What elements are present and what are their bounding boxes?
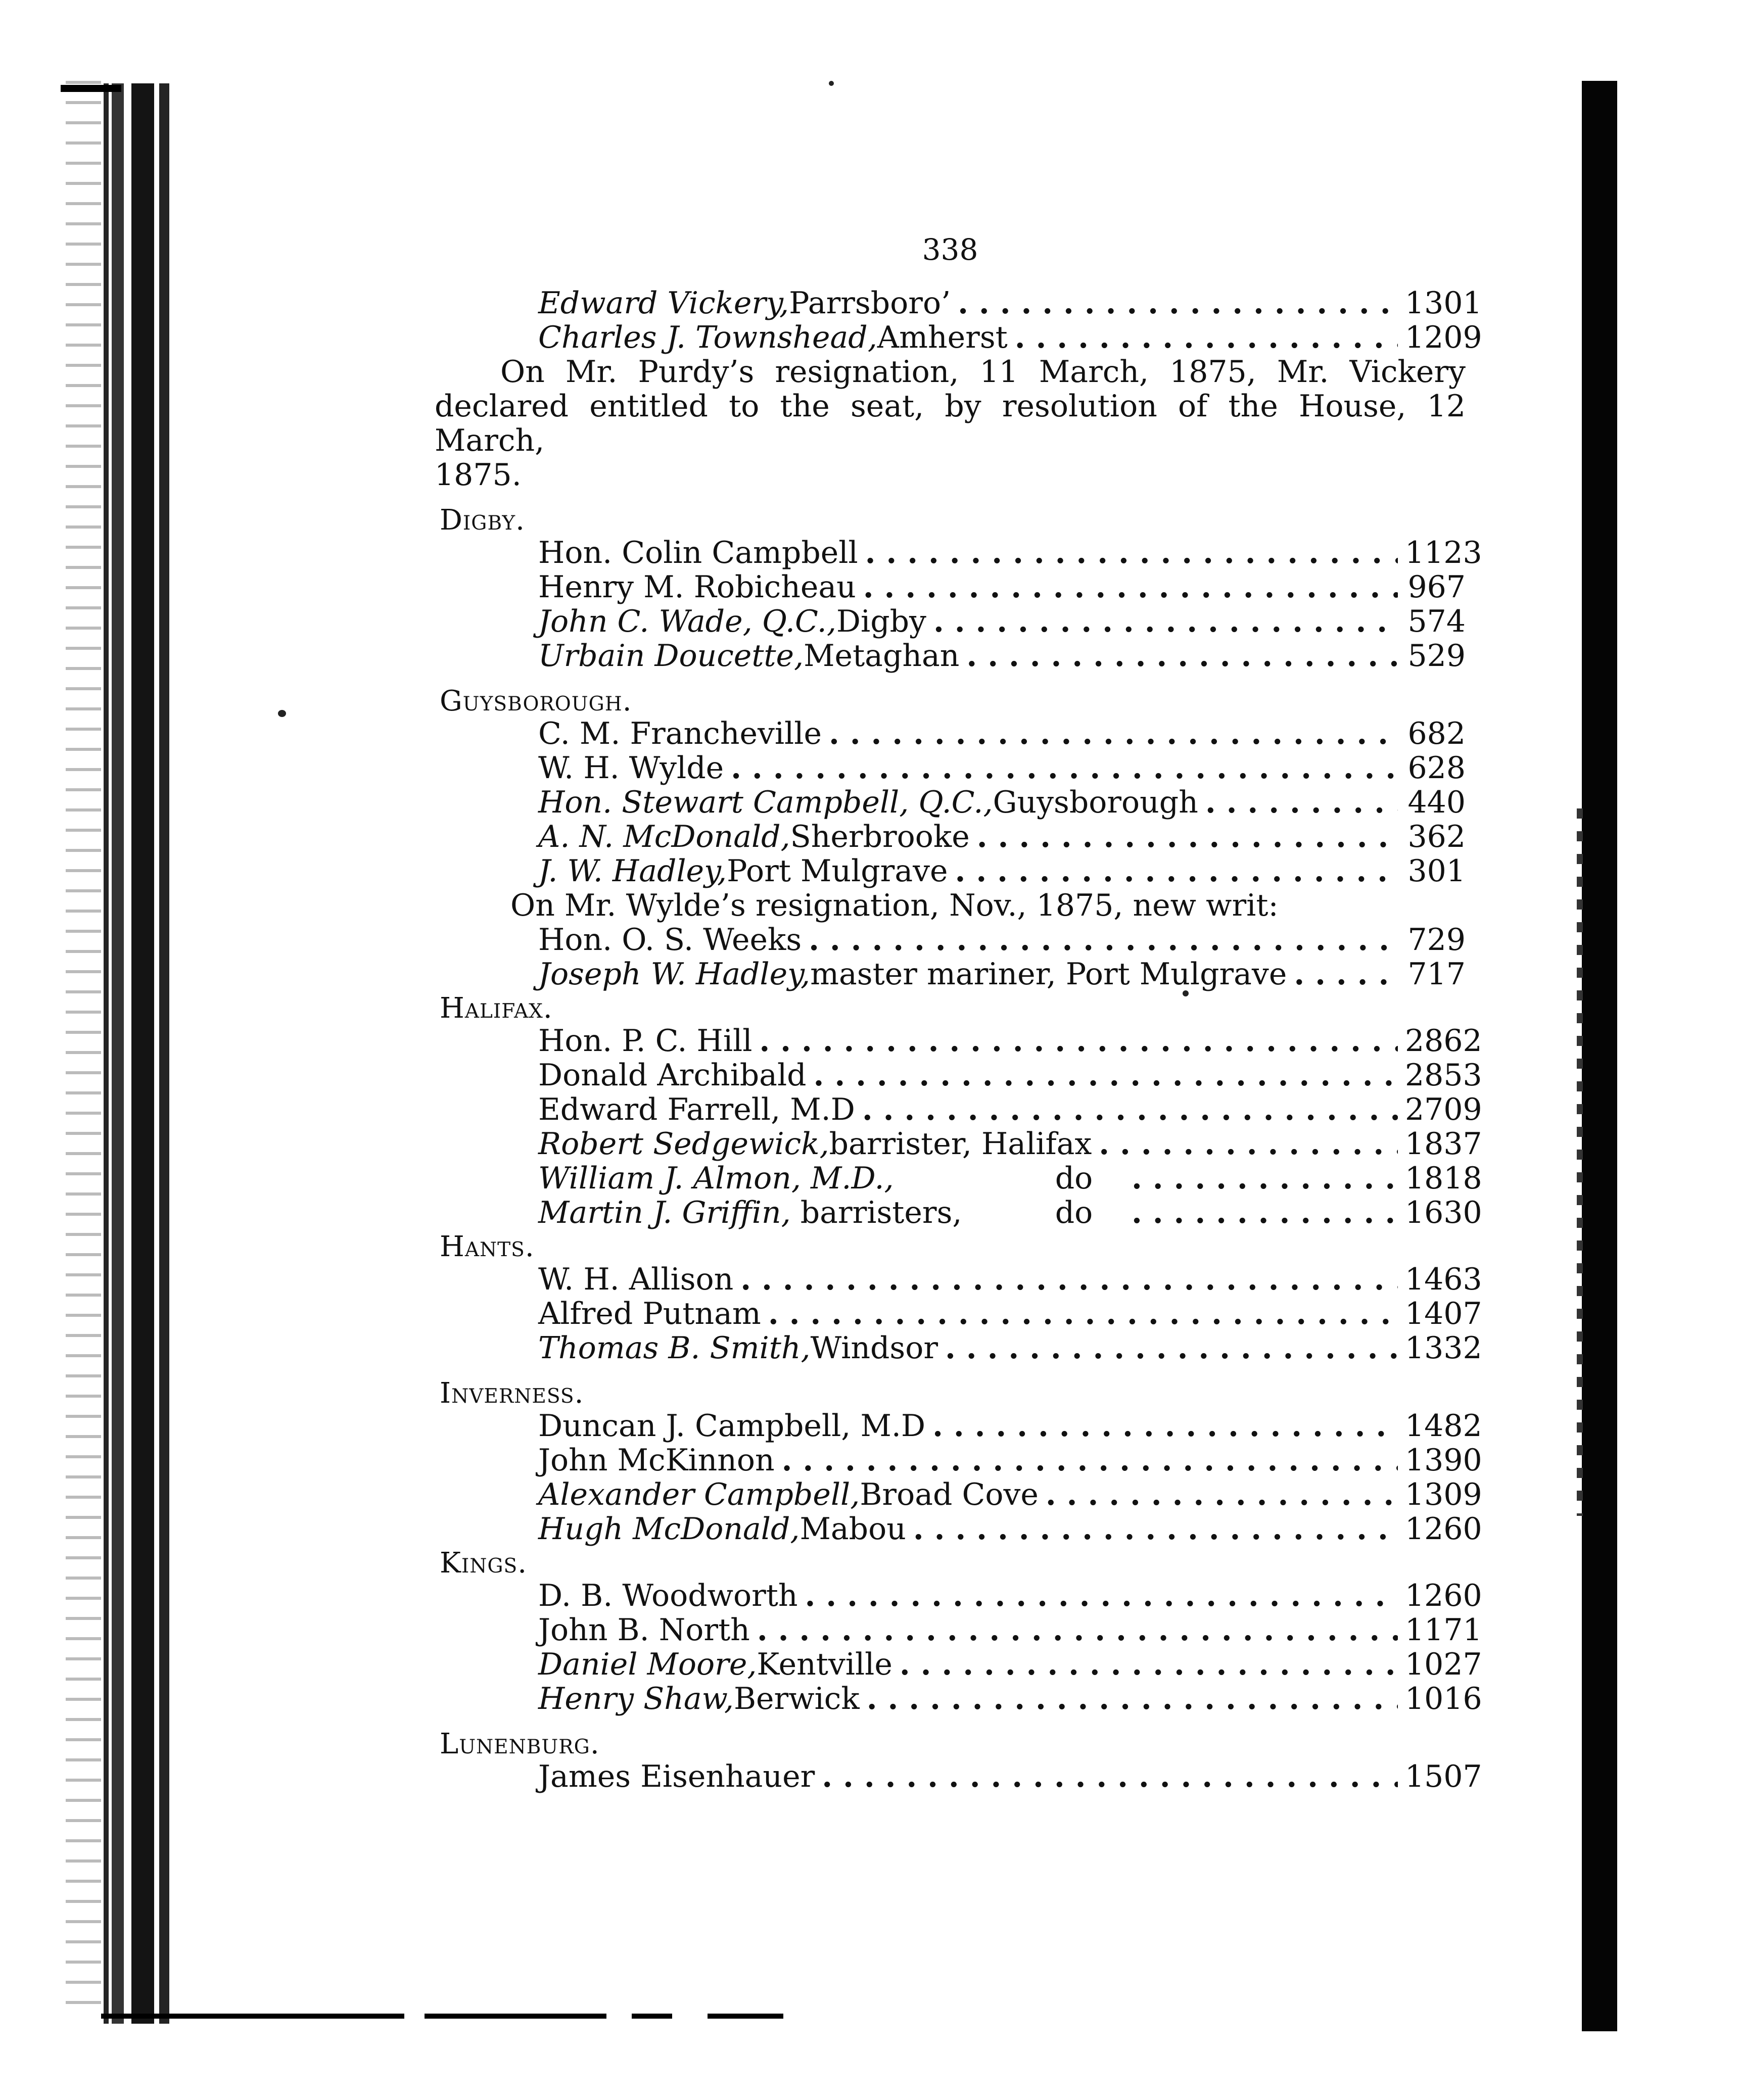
dot-leader <box>1132 1161 1398 1196</box>
list-item <box>435 1759 1482 1794</box>
list-item <box>435 717 1466 751</box>
section-heading-digby: Digby. <box>440 504 525 537</box>
dot-leader <box>955 854 1398 888</box>
candidate-name: W. H. Allison <box>538 1262 734 1297</box>
candidate-name: Joseph W. Hadley, <box>538 957 811 992</box>
vote-count: 2709 <box>1405 1092 1482 1127</box>
list-item <box>435 957 1466 991</box>
vote-count: 1837 <box>1405 1126 1482 1162</box>
dot-leader <box>768 1297 1398 1331</box>
candidate-place: Berwick <box>733 1681 860 1716</box>
candidate-name: James Eisenhauer <box>538 1759 815 1794</box>
list-item <box>435 1195 1482 1230</box>
candidate-place: Kentville <box>757 1647 892 1682</box>
candidate-name: Edward Farrell, M.D <box>538 1092 855 1127</box>
vote-count: 574 <box>1407 604 1466 639</box>
list-item <box>435 1296 1482 1331</box>
vote-count: 1507 <box>1405 1759 1482 1794</box>
page-content <box>435 232 1482 1794</box>
list-item <box>435 923 1466 957</box>
resignation-note <box>435 355 1466 492</box>
note-line: declared entitled to the seat, by resolution of the House, 12 March, <box>435 389 1466 458</box>
section-heading-lunenburg: Lunenburg. <box>440 1728 600 1760</box>
vote-count: 1301 <box>1405 285 1482 321</box>
scan-top-left-mark <box>61 85 121 92</box>
ditto-mark: do <box>1055 1161 1093 1196</box>
dot-leader <box>1205 785 1398 820</box>
candidate-place: barristers, <box>790 1195 962 1230</box>
dot-leader <box>814 1058 1398 1092</box>
dot-leader <box>822 1759 1398 1794</box>
dot-leader <box>977 820 1398 854</box>
candidate-name: C. M. Francheville <box>538 716 822 751</box>
scan-bottom-edge <box>101 2014 783 2019</box>
dot-leader <box>805 1579 1398 1613</box>
list-item <box>435 1408 1482 1444</box>
vote-count: 1390 <box>1405 1443 1482 1478</box>
vote-count: 1209 <box>1405 320 1482 355</box>
candidate-name: Hon. P. C. Hill <box>538 1023 753 1059</box>
candidate-name: Henry M. Robicheau <box>538 569 856 605</box>
list-item <box>435 1126 1482 1162</box>
list-item <box>435 570 1466 604</box>
vote-count: 2853 <box>1405 1058 1482 1093</box>
candidate-place: barrister, Halifax <box>829 1126 1092 1162</box>
list-item <box>435 854 1466 888</box>
dot-leader <box>862 1092 1398 1127</box>
scan-left-binding-edge <box>104 83 169 2024</box>
dot-leader <box>933 604 1398 639</box>
vote-count: 1171 <box>1405 1612 1482 1648</box>
list-item <box>435 1477 1482 1512</box>
page-number: 338 <box>922 232 978 267</box>
dot-leader <box>1099 1127 1398 1161</box>
candidate-place: Mabou <box>800 1511 906 1547</box>
list-item <box>435 285 1482 321</box>
vote-count: 1332 <box>1405 1330 1482 1366</box>
candidate-place: Metaghan <box>804 638 960 674</box>
vote-count: 1123 <box>1405 535 1482 570</box>
vote-count: 440 <box>1407 785 1466 820</box>
candidate-place: master mariner, Port Mulgrave <box>810 957 1287 992</box>
candidate-name: Daniel Moore, <box>538 1647 757 1682</box>
dot-leader <box>945 1331 1398 1365</box>
list-item <box>435 1330 1482 1366</box>
vote-count: 2862 <box>1405 1023 1482 1059</box>
candidate-place: Windsor <box>810 1330 938 1366</box>
candidate-name: Hon. O. S. Weeks <box>538 922 802 958</box>
vote-count: 729 <box>1407 922 1466 958</box>
dot-leader <box>1015 320 1398 355</box>
dot-leader <box>900 1647 1398 1682</box>
candidate-place: Parrsboro’ <box>789 285 951 321</box>
dot-leader <box>867 1682 1398 1716</box>
list-item <box>435 785 1466 820</box>
list-item <box>435 639 1466 673</box>
list-item <box>435 820 1466 854</box>
candidate-name: Donald Archibald <box>538 1058 807 1093</box>
section-heading-kings: Kings. <box>440 1547 528 1580</box>
ditto-mark: do <box>1055 1195 1093 1230</box>
section-heading-hants: Hants. <box>440 1230 535 1263</box>
candidate-name: Henry Shaw, <box>538 1681 734 1716</box>
vote-count: 1260 <box>1405 1511 1482 1547</box>
dot-leader <box>829 717 1398 751</box>
list-item <box>435 1647 1482 1682</box>
candidate-name: J. W. Hadley, <box>538 853 727 889</box>
note-line: 1875. <box>435 457 522 493</box>
candidate-name: Robert Sedgewick, <box>538 1126 829 1162</box>
list-item <box>435 1578 1482 1613</box>
list-item <box>435 1161 1482 1196</box>
candidate-place: Sherbrooke <box>790 819 970 854</box>
list-item <box>435 1443 1482 1478</box>
dot-leader <box>782 1443 1398 1477</box>
scan-speck <box>278 710 286 717</box>
vote-count: 362 <box>1407 819 1466 854</box>
list-item <box>435 535 1482 570</box>
vote-count: 628 <box>1407 750 1466 786</box>
note-line: On Mr. Purdy’s resignation, 11 March, 1875, Mr. Vickery <box>500 354 1466 390</box>
vote-count: 1818 <box>1405 1161 1482 1196</box>
scan-margin-marks <box>66 81 101 2021</box>
dot-leader <box>932 1409 1398 1443</box>
candidate-place: Port Mulgrave <box>727 853 948 889</box>
candidate-name: Alfred Putnam <box>538 1296 761 1331</box>
dot-leader <box>757 1613 1398 1647</box>
dot-leader <box>865 536 1398 570</box>
vote-count: 717 <box>1407 957 1466 992</box>
dot-leader <box>731 751 1398 785</box>
candidate-name: A. N. McDonald, <box>538 819 790 854</box>
candidate-name: John C. Wade, Q.C., <box>538 604 836 639</box>
list-item <box>435 1092 1482 1127</box>
candidate-name: John McKinnon <box>538 1443 775 1478</box>
scan-right-edge-noise <box>1577 808 1583 1516</box>
list-item <box>435 1058 1482 1093</box>
vote-count: 1260 <box>1405 1578 1482 1613</box>
dot-leader <box>958 286 1398 320</box>
section-heading-inverness: Inverness. <box>440 1377 584 1410</box>
list-item <box>435 1262 1482 1297</box>
dot-leader <box>1132 1196 1398 1230</box>
candidate-name: Alexander Campbell, <box>538 1477 860 1512</box>
candidate-name: D. B. Woodworth <box>538 1578 798 1613</box>
candidate-name: Duncan J. Campbell, M.D <box>538 1408 926 1444</box>
list-item <box>435 320 1482 355</box>
dot-leader <box>809 923 1398 957</box>
vote-count: 1027 <box>1405 1647 1482 1682</box>
candidate-name: Martin J. Griffin, <box>538 1195 791 1230</box>
resignation-note: On Mr. Wylde’s resignation, Nov., 1875, new writ: <box>510 888 1279 923</box>
vote-count: 1407 <box>1405 1296 1482 1331</box>
vote-count: 1309 <box>1405 1477 1482 1512</box>
candidate-name: Hon. Colin Campbell <box>538 535 858 570</box>
candidate-place: Guysborough <box>993 785 1198 820</box>
dot-leader <box>966 639 1398 673</box>
list-item <box>435 1681 1482 1716</box>
list-item <box>435 751 1466 785</box>
dot-leader <box>1294 957 1398 991</box>
vote-count: 1482 <box>1405 1408 1482 1444</box>
dot-leader <box>1046 1477 1398 1512</box>
vote-count: 1630 <box>1405 1195 1482 1230</box>
dot-leader <box>759 1024 1398 1058</box>
candidate-name: Hon. Stewart Campbell, Q.C., <box>538 785 993 820</box>
vote-count: 301 <box>1407 853 1466 889</box>
candidate-name: William J. Almon, M.D., <box>538 1161 894 1196</box>
list-item <box>435 604 1466 639</box>
list-item <box>435 1612 1482 1648</box>
candidate-name: John B. North <box>538 1612 750 1648</box>
candidate-place: Digby <box>836 604 926 639</box>
candidate-place: Broad Cove <box>860 1477 1039 1512</box>
scan-right-edge <box>1582 81 1617 2031</box>
candidate-name: W. H. Wylde <box>538 750 724 786</box>
candidate-name: Hugh McDonald, <box>538 1511 800 1547</box>
vote-count: 682 <box>1407 716 1466 751</box>
candidate-name: Edward Vickery, <box>538 285 789 321</box>
vote-count: 1463 <box>1405 1262 1482 1297</box>
candidate-name: Urbain Doucette, <box>538 638 804 674</box>
dot-leader <box>863 570 1398 604</box>
candidate-name: Thomas B. Smith, <box>538 1330 811 1366</box>
vote-count: 1016 <box>1405 1681 1482 1716</box>
dot-leader <box>740 1262 1398 1297</box>
candidate-place: Amherst <box>877 320 1008 355</box>
vote-count: 967 <box>1407 569 1466 605</box>
list-item <box>435 1023 1482 1059</box>
dot-leader <box>913 1512 1398 1546</box>
vote-count: 529 <box>1407 638 1466 674</box>
candidate-name: Charles J. Townshead, <box>538 320 877 355</box>
scan-speck <box>829 81 834 86</box>
section-heading-halifax: Halifax. <box>440 992 553 1025</box>
list-item <box>435 1511 1482 1547</box>
section-heading-guysborough: Guysborough. <box>440 685 632 718</box>
